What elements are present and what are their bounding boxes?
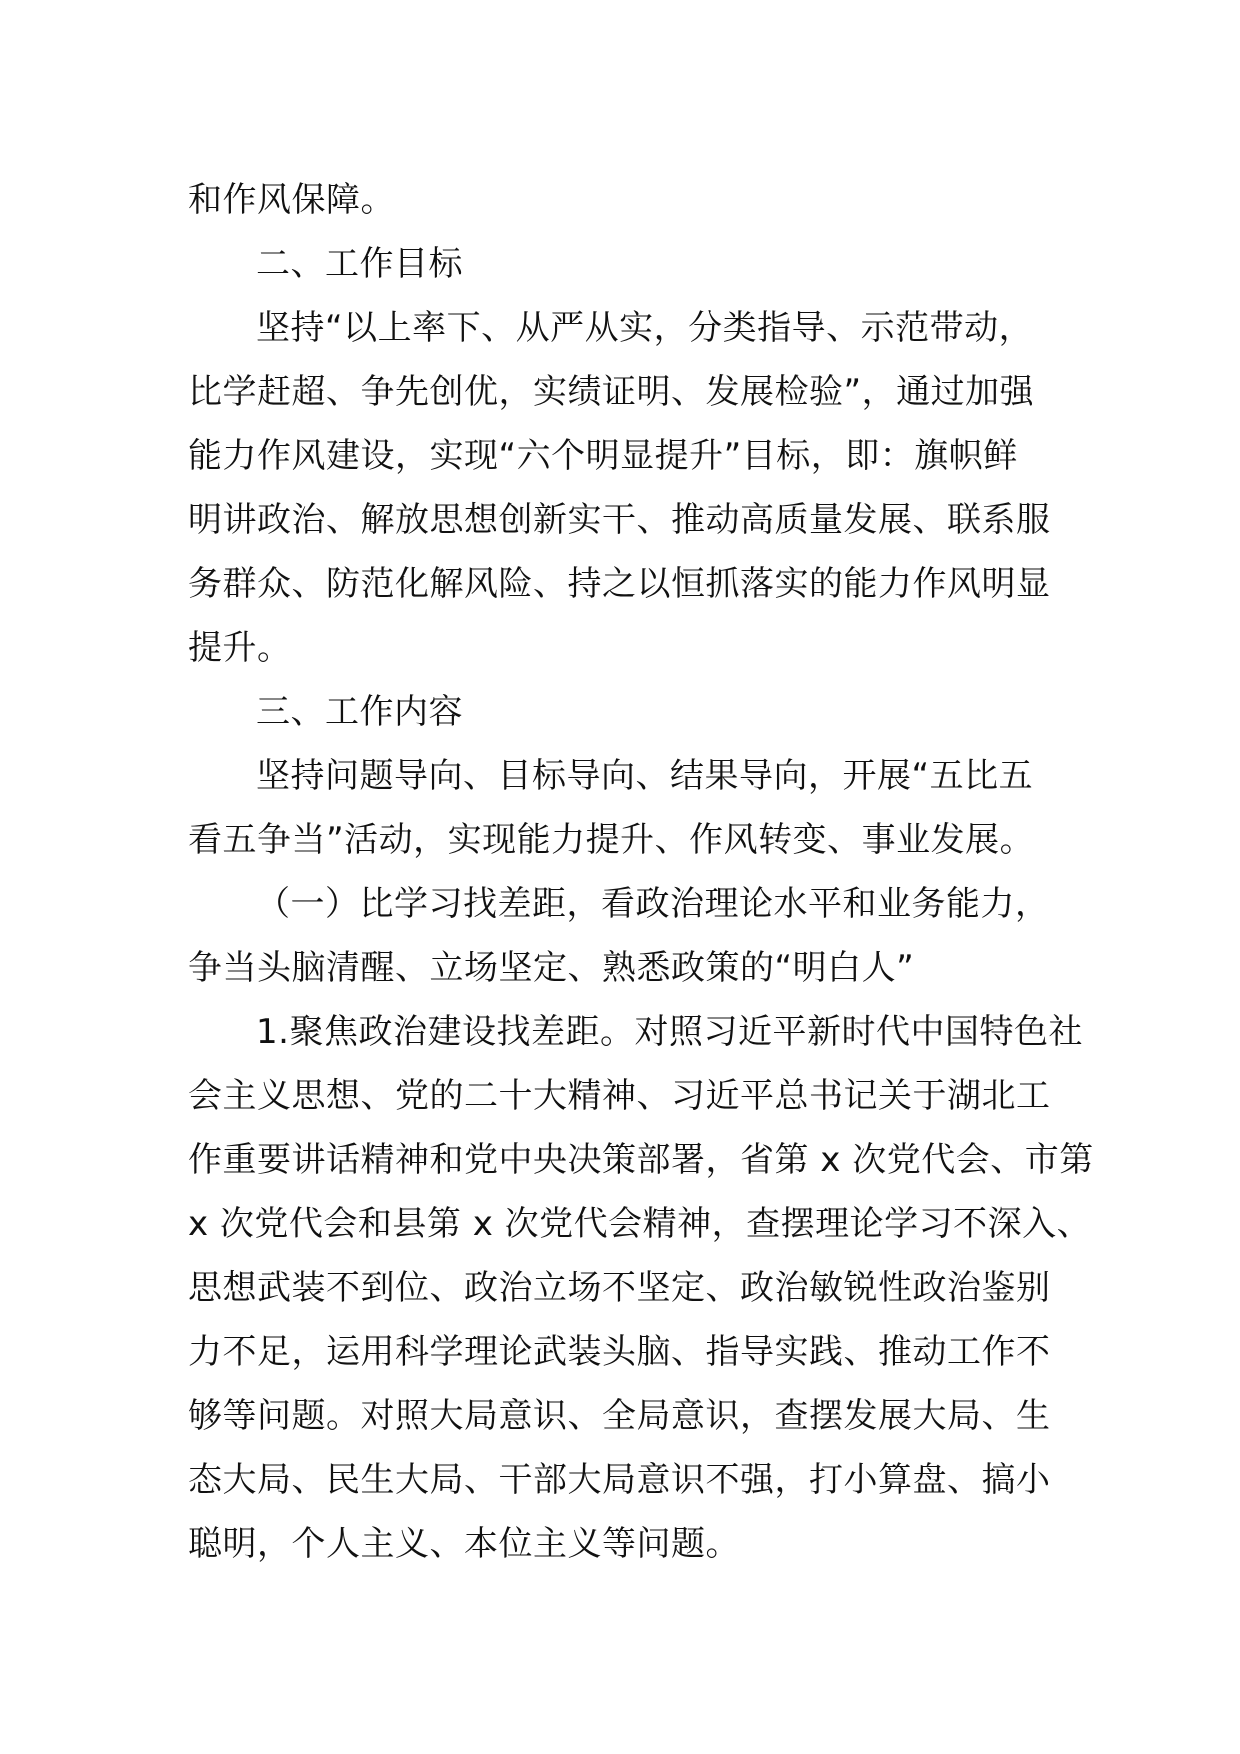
subsection-heading-continued: 争当头脑清醒、立场坚定、熟悉政策的“明白人” bbox=[188, 948, 915, 988]
text-line: 能力作风建设，实现“六个明显提升”目标，即：旗帜鲜 bbox=[188, 436, 1018, 476]
text-line: 会主义思想、党的二十大精神、习近平总书记关于湖北工 bbox=[188, 1076, 1051, 1116]
text-line: 明讲政治、解放思想创新实干、推动高质量发展、联系服 bbox=[188, 500, 1051, 540]
text-line: 坚持“以上率下、从严从实，分类指导、示范带动， bbox=[256, 308, 1034, 348]
text-line: 1.聚焦政治建设找差距。对照习近平新时代中国特色社 bbox=[256, 1012, 1083, 1052]
text-line: 提升。 bbox=[188, 628, 292, 668]
text-line: 力不足，运用科学理论武装头脑、指导实践、推动工作不 bbox=[188, 1332, 1051, 1372]
text-line: 思想武装不到位、政治立场不坚定、政治敏锐性政治鉴别 bbox=[188, 1268, 1051, 1308]
text-line: 聪明，个人主义、本位主义等问题。 bbox=[188, 1524, 740, 1564]
text-line: 作重要讲话精神和党中央决策部署，省第 x 次党代会、市第 bbox=[188, 1140, 1094, 1180]
text-line: 坚持问题导向、目标导向、结果导向，开展“五比五 bbox=[256, 756, 1034, 796]
text-line: 够等问题。对照大局意识、全局意识，查摆发展大局、生 bbox=[188, 1396, 1051, 1436]
section-heading-work-goals: 二、工作目标 bbox=[256, 244, 463, 284]
text-line: x 次党代会和县第 x 次党代会精神，查摆理论学习不深入、 bbox=[188, 1204, 1092, 1244]
subsection-heading: （一）比学习找差距，看政治理论水平和业务能力， bbox=[256, 884, 1050, 924]
text-line: 比学赶超、争先创优，实绩证明、发展检验”，通过加强 bbox=[188, 372, 1035, 412]
document-body bbox=[188, 168, 1094, 1576]
section-heading-work-content: 三、工作内容 bbox=[256, 692, 463, 732]
text-line: 和作风保障。 bbox=[188, 180, 395, 220]
text-line: 务群众、防范化解风险、持之以恒抓落实的能力作风明显 bbox=[188, 564, 1051, 604]
text-line: 看五争当”活动，实现能力提升、作风转变、事业发展。 bbox=[188, 820, 1035, 860]
text-line: 态大局、民生大局、干部大局意识不强，打小算盘、搞小 bbox=[188, 1460, 1051, 1500]
